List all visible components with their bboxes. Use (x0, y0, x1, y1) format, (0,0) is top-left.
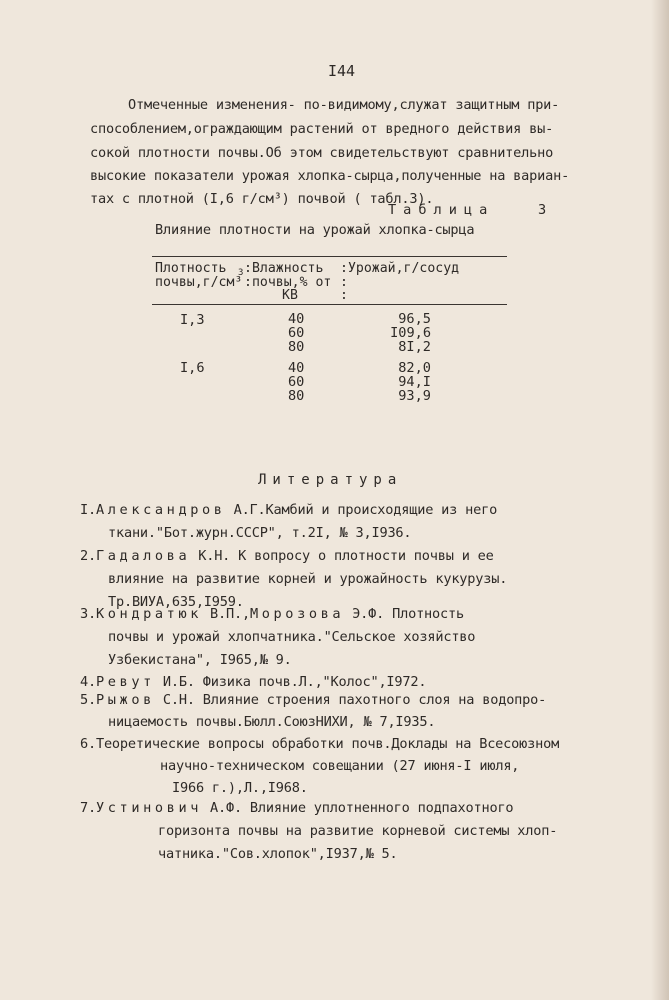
reference-item (80, 606, 464, 622)
ref-text: ницаемость почвы.Бюлл.СоюзНИХИ, № 7,I935. (108, 714, 436, 730)
moisture-cell: 40 (288, 311, 305, 327)
paragraph-line: Отмеченные изменения- по-видимому,служат защитным при- (128, 97, 560, 113)
ref-author: Рыжов (95, 692, 155, 708)
ref-number: 2. (80, 548, 96, 564)
ref-text: Теоретические вопросы обработки почв.Доклады на Всесоюзном (95, 736, 560, 752)
ref-number: 5. (80, 692, 96, 708)
yield-cell: 93,9 (398, 388, 431, 404)
moisture-cell: 60 (288, 325, 305, 341)
yield-cell: 8I,2 (398, 339, 431, 355)
paragraph-line: высокие показатели урожая хлопка-сырца,полученные на вариан- (90, 168, 570, 184)
ref-text: чатника."Сов.хлопок",I937,№ 5. (158, 846, 398, 862)
density-cell: I,6 (180, 360, 205, 376)
ref-author: Ревут (95, 674, 155, 690)
ref-number: 3. (80, 606, 96, 622)
reference-item (80, 548, 494, 564)
paragraph-line: способлением,ограждающим растений от вредного действия вы- (90, 121, 554, 137)
reference-item (80, 674, 426, 690)
ref-text: влияние на развитие корней и урожайность кукурузы. (108, 571, 508, 587)
moisture-cell: 40 (288, 360, 305, 376)
ref-number: 6. (80, 736, 96, 752)
ref-text: А.Ф. Влияние уплотненного подпахотного (210, 800, 514, 816)
ref-author: Кондратюк (95, 606, 203, 622)
yield-cell: 82,0 (398, 360, 431, 376)
ref-author: Александров (95, 502, 226, 518)
ref-text: А.Г.Камбий и происходящие из него (233, 502, 498, 518)
header-moisture-unit: :почвы,% от (244, 275, 332, 290)
ref-text: ткани."Бот.журн.СССР", т.2I, № 3,I936. (108, 525, 412, 541)
ref-text: почвы и урожай хлопчатника."Сельское хозяйство (108, 629, 476, 645)
page-number: I44 (328, 62, 356, 80)
density-cell: I,3 (180, 312, 205, 328)
table-top-rule (152, 256, 507, 257)
literature-title: Литература (258, 472, 403, 488)
reference-item (80, 692, 546, 708)
paragraph-line: сокой плотности почвы.Об этом свидетельствуют сравнительно (90, 145, 554, 161)
reference-item (80, 736, 559, 752)
yield-cell: 96,5 (398, 311, 431, 327)
paragraph-line: тах с плотной (I,6 г/см³) почвой ( табл.3). (90, 191, 434, 207)
header-moisture: :Влажность (244, 261, 324, 276)
table-number: 3 (538, 202, 546, 218)
page-edge-shadow (651, 0, 669, 1000)
ref-text: Э.Ф. Плотность (352, 606, 464, 622)
ref-text: Тр.ВИУА,635,I959. (108, 594, 244, 610)
reference-item (80, 502, 497, 518)
ref-coauthor: Морозова (249, 606, 345, 622)
yield-cell: 94,I (398, 374, 431, 390)
header-yield: :Урожай,г/сосуд (340, 261, 460, 276)
table-header-rule (152, 304, 507, 305)
ref-text: научно-техническом совещании (27 июня-I июля, (160, 758, 520, 774)
ref-author: Гадалова (95, 548, 191, 564)
ref-author: Устинович (95, 800, 203, 816)
ref-text: В.П., (210, 606, 250, 622)
ref-text: С.Н. Влияние строения пахотного слоя на водопро- (162, 692, 547, 708)
moisture-cell: 80 (288, 388, 305, 404)
ref-text: горизонта почвы на развитие корневой системы хлоп- (158, 823, 558, 839)
yield-cell: I09,6 (390, 325, 431, 341)
ref-text: Узбекистана", I965,№ 9. (108, 652, 292, 668)
header-yield-colon: : (340, 275, 348, 290)
moisture-cell: 80 (288, 339, 305, 355)
header-yield-colon: : (340, 288, 348, 303)
header-density-sup: 3 (238, 268, 244, 278)
header-density-unit: почвы,г/см³ (155, 275, 243, 290)
ref-text: К.Н. К вопросу о плотности почвы и ее (198, 548, 494, 564)
header-density: Плотность (155, 261, 227, 276)
reference-item (80, 800, 513, 816)
ref-text: И.Б. Физика почв.Л.,"Колос",I972. (162, 674, 427, 690)
header-moisture-kv: КВ (282, 288, 298, 303)
moisture-cell: 60 (288, 374, 305, 390)
table-title: Влияние плотности на урожай хлопка-сырца (155, 222, 475, 238)
ref-number: 4. (80, 674, 96, 690)
table-label: Таблица (388, 202, 495, 218)
ref-text: I966 г.),Л.,I968. (172, 780, 308, 796)
ref-number: 7. (80, 800, 96, 816)
ref-number: I. (80, 502, 96, 518)
